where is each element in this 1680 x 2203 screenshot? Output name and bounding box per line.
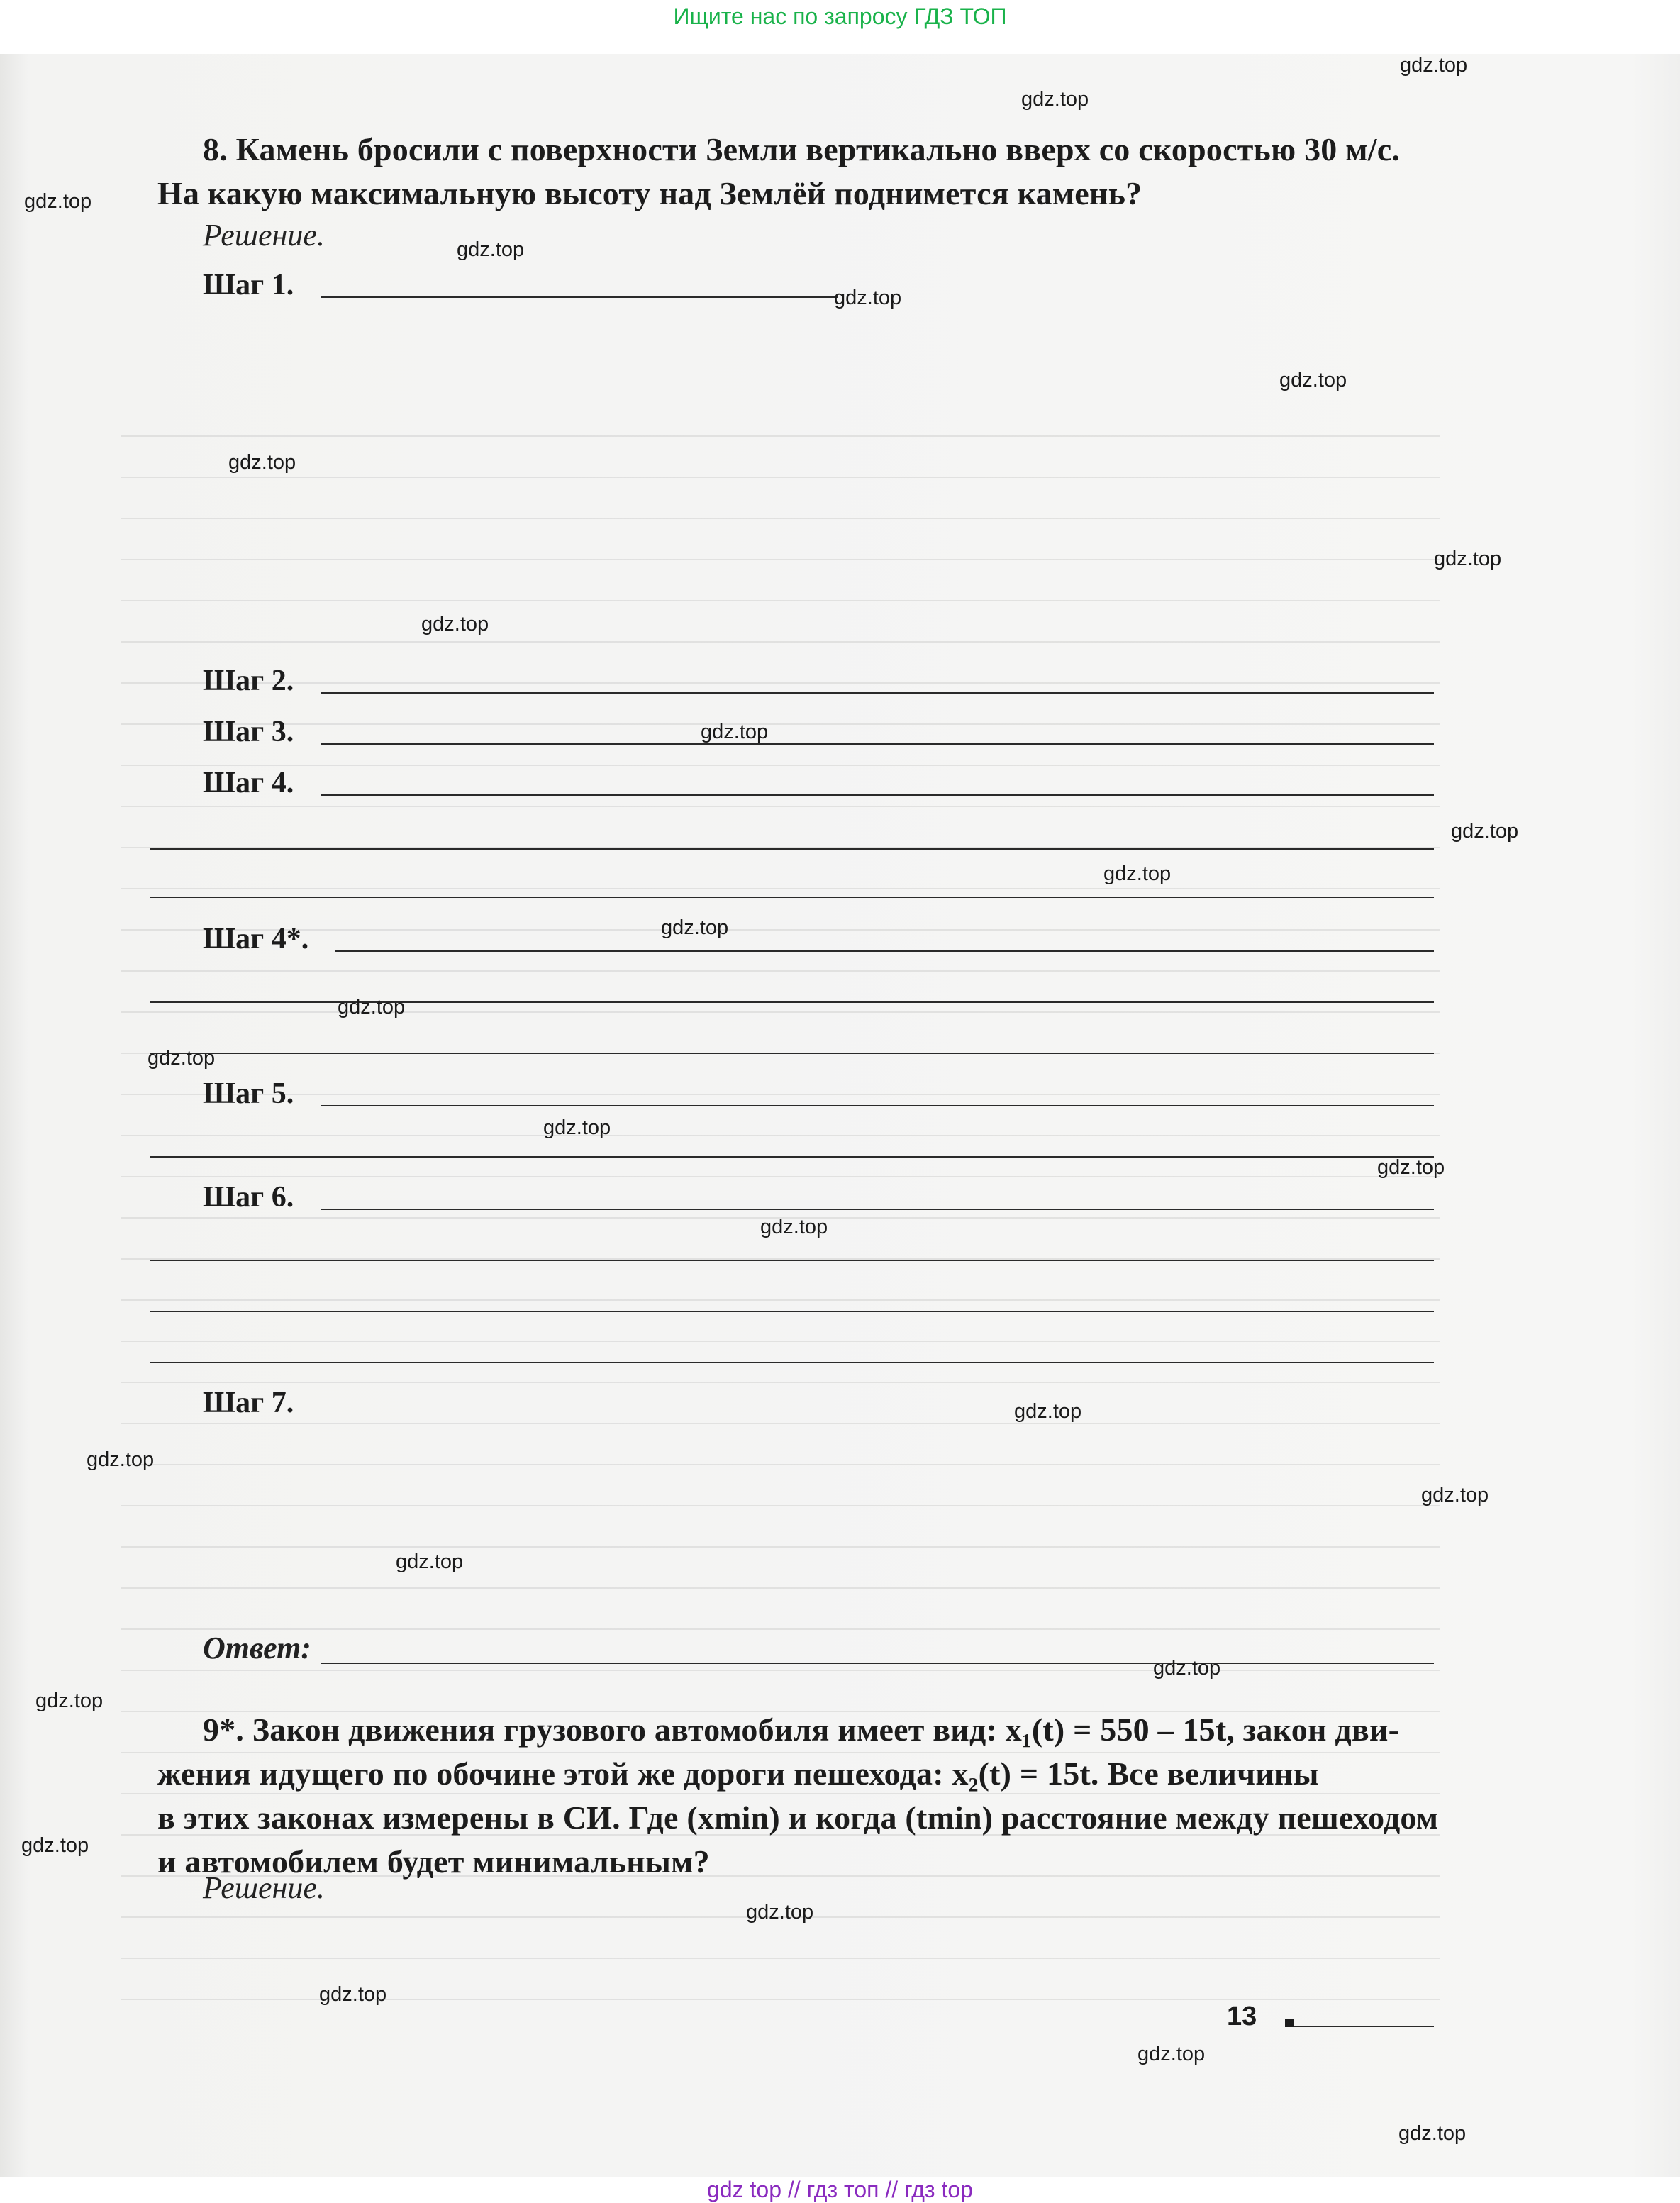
watermark: gdz.top — [148, 1047, 216, 1070]
top-banner[interactable]: Ищите нас по запросу ГДЗ ТОП — [673, 4, 1007, 29]
watermark: gdz.top — [543, 1116, 611, 1139]
step-4-line[interactable] — [321, 794, 1434, 796]
task8-answer-label: Ответ: — [203, 1631, 311, 1665]
step-7-label: Шаг 7. — [203, 1387, 294, 1419]
watermark: gdz.top — [1103, 862, 1172, 885]
watermark: gdz.top — [746, 1901, 814, 1924]
step-5-line-2[interactable] — [150, 1156, 1434, 1158]
watermark: gdz.top — [421, 613, 489, 636]
step-1-line[interactable] — [321, 296, 838, 298]
watermark: gdz.top — [319, 1983, 387, 2006]
task9-line2: жения идущего по обочине этой же дороги пешехода: x₂(t) = 15t. Все величины — [157, 1755, 1319, 1792]
task8-text — [157, 128, 1448, 216]
watermark: gdz.top — [1153, 1657, 1221, 1680]
watermark: gdz.top — [1421, 1484, 1489, 1506]
watermark: gdz.top — [1398, 2122, 1467, 2145]
step-6-line-3[interactable] — [150, 1311, 1434, 1312]
watermark: gdz.top — [1451, 820, 1519, 843]
watermark: gdz.top — [1279, 369, 1347, 392]
watermark: gdz.top — [338, 996, 406, 1019]
watermark: gdz.top — [661, 916, 729, 939]
step-6-line[interactable] — [321, 1209, 1434, 1210]
watermark: gdz.top — [228, 451, 296, 474]
step-2-label: Шаг 2. — [203, 665, 294, 697]
watermark: gdz.top — [1377, 1156, 1445, 1179]
step-4star-line-3[interactable] — [150, 1053, 1434, 1054]
task9-solution-label: Решение. — [203, 1870, 325, 1905]
bottom-banner[interactable]: gdz top // гдз топ // гдз top — [707, 2177, 973, 2202]
watermark: gdz.top — [457, 238, 525, 261]
task9-text — [157, 1708, 1448, 1884]
step-4-label: Шаг 4. — [203, 767, 294, 799]
page-number-rule — [1294, 2026, 1434, 2027]
step-4-line-2[interactable] — [150, 848, 1434, 850]
task9-line3: в этих законах измерены в СИ. Где (xmin) и когда (tmin) расстояние между пешеходом — [157, 1799, 1439, 1836]
step-3-label: Шаг 3. — [203, 716, 294, 748]
task9-line4: и автомобилем будет минимальным? — [157, 1843, 710, 1880]
watermark: gdz.top — [1434, 548, 1502, 570]
watermark: gdz.top — [87, 1448, 155, 1471]
step-1-label: Шаг 1. — [203, 269, 294, 301]
watermark: gdz.top — [1400, 54, 1468, 77]
watermark: gdz.top — [1014, 1400, 1082, 1423]
page-number: 13 — [1227, 2002, 1257, 2031]
page-number-marker — [1285, 2019, 1294, 2027]
watermark: gdz.top — [834, 287, 902, 309]
watermark: gdz.top — [760, 1216, 828, 1238]
step-5-label: Шаг 5. — [203, 1077, 294, 1110]
watermark: gdz.top — [21, 1834, 89, 1857]
step-6-line-4[interactable] — [150, 1362, 1434, 1363]
watermark: gdz.top — [1021, 88, 1089, 111]
watermark: gdz.top — [396, 1550, 464, 1573]
task8-solution-label: Решение. — [203, 218, 325, 253]
task9-line1: 9*. Закон движения грузового автомобиля имеет вид: x₁(t) = 550 – 15t, закон дви- — [203, 1711, 1400, 1748]
step-4star-line[interactable] — [335, 950, 1434, 952]
step-5-line[interactable] — [321, 1105, 1434, 1106]
step-4-line-3[interactable] — [150, 897, 1434, 898]
step-4star-label: Шаг 4*. — [203, 923, 309, 955]
watermark: gdz.top — [701, 721, 769, 743]
task8-line2: На какую максимальную высоту над Землёй поднимется камень? — [157, 175, 1142, 211]
task8-line1: 8. Камень бросили с поверхности Земли вертикально вверх со скоростью 30 м/с. — [203, 131, 1401, 167]
watermark: gdz.top — [24, 190, 92, 213]
watermark: gdz.top — [1137, 2043, 1206, 2065]
answer-line[interactable] — [321, 1663, 1434, 1664]
step-3-line[interactable] — [321, 743, 1434, 745]
step-6-line-2[interactable] — [150, 1260, 1434, 1261]
step-6-label: Шаг 6. — [203, 1181, 294, 1214]
watermark: gdz.top — [35, 1689, 104, 1712]
step-2-line[interactable] — [321, 692, 1434, 694]
